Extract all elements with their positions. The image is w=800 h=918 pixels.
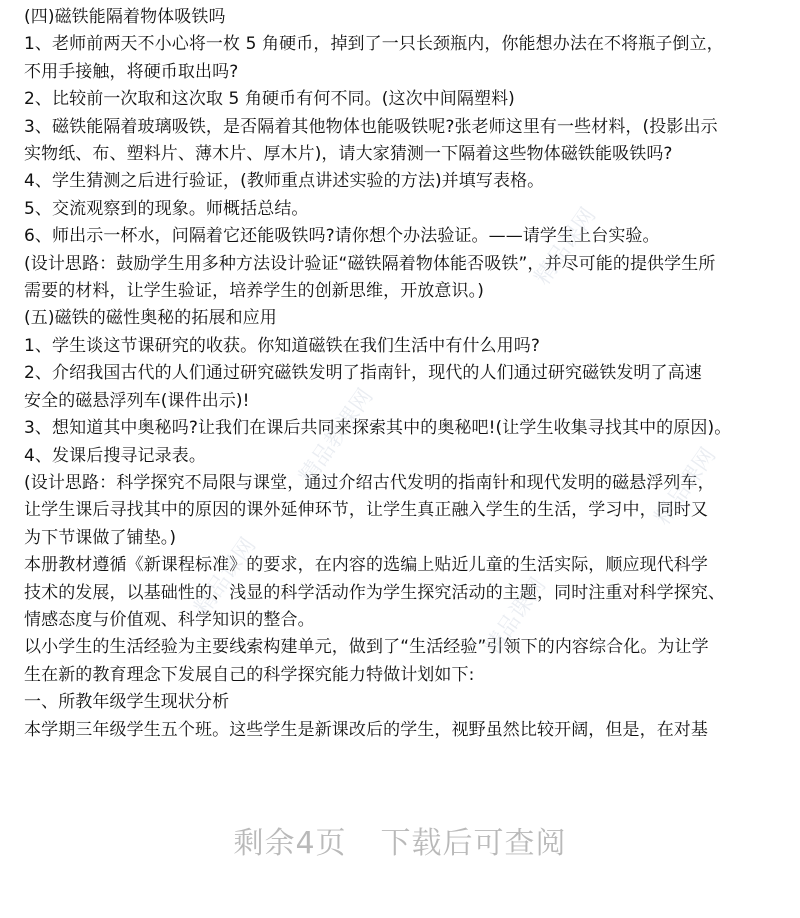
paragraph-line: 技术的发展，以基础性的、浅显的科学活动作为学生探究活动的主题，同时注重对科学探究、 [24,582,726,603]
paragraph-line: 需要的材料，让学生验证，培养学生的创新思维，开放意识。) [24,281,484,302]
watermark: 精品课网 [650,443,722,530]
paragraph-line: 4、学生猜测之后进行验证，(教师重点讲述实验的方法)并填写表格。 [24,171,545,192]
paragraph-line: 4、发课后搜寻记录表。 [24,445,206,466]
paragraph-line: 本册教材遵循《新课程标准》的要求，在内容的选编上贴近儿童的生活实际，顺应现代科学 [24,555,708,576]
paragraph-line: 5、交流观察到的现象。师概括总结。 [24,198,309,219]
paragraph-line: 3、磁铁能隔着玻璃吸铁，是否隔着其他物体也能吸铁呢?张老师这里有一些材料，(投影出示 [24,116,718,137]
paragraph-line: (设计思路：科学探究不局限与课堂，通过介绍古代发明的指南针和现代发明的磁悬浮列车， [24,472,715,493]
paragraph-line: 为下节课做了铺垫。) [24,527,177,548]
paragraph-line: 1、学生谈这节课研究的收获。你知道磁铁在我们生活中有什么用吗? [24,335,540,356]
watermark: 精品教课网 [294,384,379,489]
section-heading: (五)磁铁的磁性奥秘的拓展和应用 [24,308,277,329]
paragraph-line: 1、老师前两天不小心将一枚 5 角硬币，掉到了一只长颈瓶内，你能想办法在不将瓶子倒立， [24,34,724,55]
paragraph-line: 让学生课后寻找其中的原因的课外延伸环节，让学生真正融入学生的生活，学习中，同时又 [24,500,708,521]
download-prompt[interactable] [0,818,800,862]
section-heading: (四)磁铁能隔着物体吸铁吗 [24,7,226,27]
paragraph-line: 本学期三年级学生五个班。这些学生是新课改后的学生，视野虽然比较开阔，但是，在对基 [24,719,708,740]
paragraph-line: (设计思路：鼓励学生用多种方法设计验证“磁铁隔着物体能否吸铁”，并尽可能的提供学生所 [24,253,716,274]
watermark: 精品课网 [190,533,262,620]
paragraph-line: 生在新的教育理念下发展自己的科学探究能力特做计划如下: [24,664,475,685]
section-heading: 一、所教年级学生现状分析 [24,692,230,713]
watermark: 精品课网 [480,573,552,660]
paragraph-line: 2、介绍我国古代的人们通过研究磁铁发明了指南针，现代的人们通过研究磁铁发明了高速 [24,363,702,384]
paragraph-line: 安全的磁悬浮列车(课件出示)! [24,390,250,411]
paragraph-line: 2、比较前一次取和这次取 5 角硬币有何不同。(这次中间隔塑料) [24,89,515,110]
paragraph-line: 以小学生的生活经验为主要线索构建单元，做到了“生活经验”引领下的内容综合化。为让学 [24,637,709,658]
paragraph-line: 3、想知道其中奥秘吗?让我们在课后共同来探索其中的奥秘吧!(让学生收集寻找其中的原因)。 [24,418,732,439]
remaining-pages-text: 剩余4页 [233,826,347,861]
document-body [24,4,784,744]
paragraph-line: 不用手接触，将硬币取出吗? [24,61,239,82]
download-to-view-text: 下载后可查阅 [380,826,567,861]
paragraph-line: 情感态度与价值观、科学知识的整合。 [24,609,315,630]
paragraph-line: 6、师出示一杯水，问隔着它还能吸铁吗?请你想个办法验证。——请学生上台实验。 [24,226,660,247]
watermark: 精品课网 [530,203,602,290]
paragraph-line: 实物纸、布、塑料片、薄木片、厚木片)，请大家猜测一下隔着这些物体磁铁能吸铁吗? [24,144,673,165]
